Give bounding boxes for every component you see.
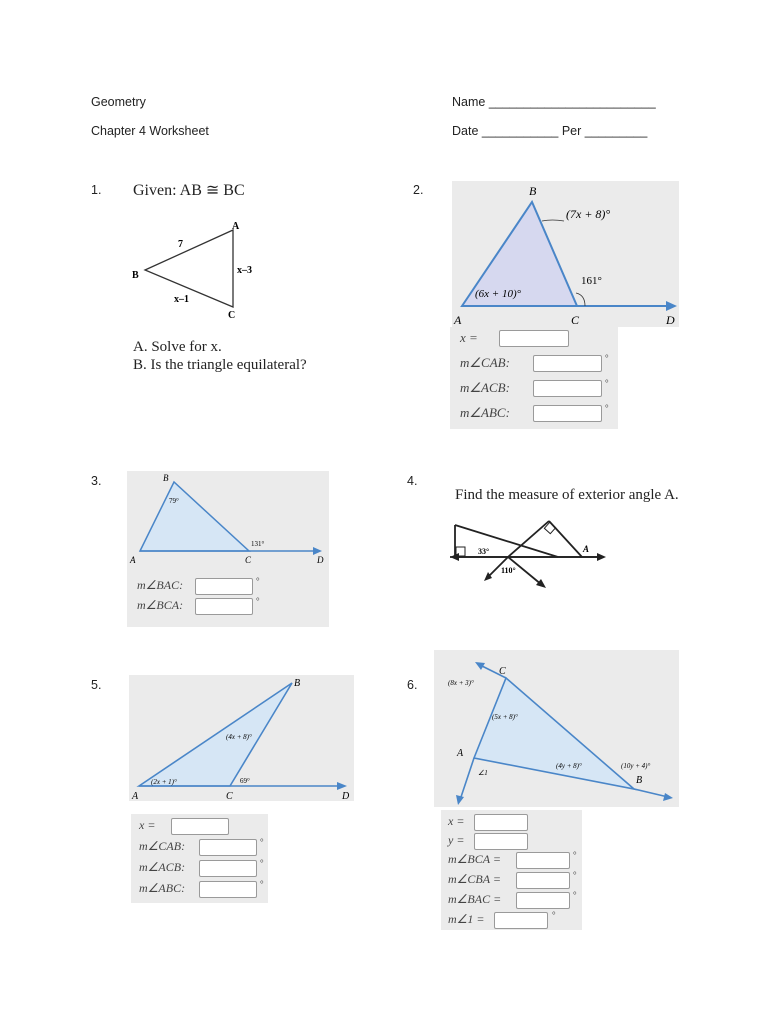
p6-bac-input[interactable]: [516, 892, 570, 909]
p6-cba-input[interactable]: [516, 872, 570, 889]
problem-6-number: 6.: [407, 678, 418, 692]
p5-answer-cab: [139, 839, 264, 858]
p2-abc-input[interactable]: [533, 405, 602, 422]
p3-answer-bca-label: m∠BCA:: [137, 598, 184, 612]
p5-answer-cab-label: m∠CAB:: [139, 839, 186, 853]
p6-answer-cba-label: m∠CBA =: [448, 872, 501, 886]
p5-vertex-a: A: [132, 791, 139, 802]
p5-vertex-b: B: [294, 678, 301, 689]
p1-vertex-c: C: [228, 310, 236, 321]
p3-vertex-c: C: [245, 555, 252, 565]
p2-answer-x-label: x =: [460, 330, 478, 345]
p6-cba-degree: °: [573, 870, 577, 880]
p6-answer-angle1: [448, 912, 578, 931]
p3-answer-bca: [137, 598, 317, 618]
p5-answer-abc-label: m∠ABC:: [139, 881, 186, 895]
p2-vertex-c: C: [571, 313, 580, 327]
p3-point-d: D: [317, 555, 324, 565]
p2-answer-x: [460, 330, 610, 350]
p2-cab-degree: °: [605, 353, 609, 363]
p6-answer-bac-label: m∠BAC =: [448, 892, 502, 906]
problem-1-part-b: B. Is the triangle equilateral?: [133, 357, 307, 373]
p3-bca-input[interactable]: [195, 598, 253, 615]
p2-vertex-b: B: [529, 184, 537, 198]
problem-1-given: Given: AB ≅ BC: [133, 182, 245, 199]
p5-answer-abc: [139, 881, 264, 900]
p3-bca-degree: °: [256, 596, 260, 606]
p6-ext-angle-b: (10y + 4)°: [621, 762, 651, 770]
p2-answer-abc: [460, 405, 610, 425]
p5-answer-acb-label: m∠ACB:: [139, 860, 186, 874]
p6-answer-bca-label: m∠BCA =: [448, 852, 501, 866]
p1-side-ab: 7: [178, 239, 183, 250]
p6-angle-1: ∠1: [478, 769, 488, 777]
p6-answer-y: [448, 833, 578, 852]
p3-vertex-a: A: [130, 555, 136, 565]
p5-abc-input[interactable]: [199, 881, 257, 898]
p6-vertex-c: C: [499, 666, 506, 677]
p5-answer-x: [139, 818, 264, 837]
problem-1-number: 1.: [91, 183, 102, 197]
p2-exterior-angle: 161°: [581, 275, 602, 287]
p2-vertex-a: A: [454, 313, 462, 327]
problem-1-triangle: [120, 215, 280, 325]
p3-bac-degree: °: [256, 576, 260, 586]
p5-answer-x-label: x =: [139, 818, 156, 832]
p2-answer-cab: [460, 355, 610, 375]
worksheet-title: Chapter 4 Worksheet: [91, 124, 209, 138]
problem-3-triangle: [127, 471, 329, 566]
p2-answer-acb: [460, 380, 610, 400]
p6-vertex-a: A: [457, 748, 464, 759]
p6-vertex-b: B: [636, 775, 643, 786]
p2-angle-b: (7x + 8)°: [566, 207, 611, 221]
p2-acb-degree: °: [605, 378, 609, 388]
p5-x-input[interactable]: [171, 818, 229, 835]
p2-answer-abc-label: m∠ABC:: [460, 405, 510, 420]
p5-abc-degree: °: [260, 879, 264, 889]
p6-answer-bca: [448, 852, 578, 871]
subject-title: Geometry: [91, 95, 146, 109]
p4-label-a: A: [583, 544, 590, 554]
p6-bac-degree: °: [573, 890, 577, 900]
p3-angle-b: 79°: [169, 497, 179, 505]
p1-side-ac: x–3: [237, 265, 252, 276]
problem-5-triangle: [129, 675, 354, 805]
problem-4-figure: [450, 515, 610, 595]
p5-cab-degree: °: [260, 837, 264, 847]
p6-answer-x: [448, 814, 578, 833]
p6-y-input[interactable]: [474, 833, 528, 850]
p2-answer-cab-label: m∠CAB:: [460, 355, 510, 370]
p6-answer-cba: [448, 872, 578, 891]
p5-angle-a: (2x + 1)°: [151, 778, 177, 786]
p6-angle-c: (5x + 8)°: [492, 713, 518, 721]
p1-side-bc: x–1: [174, 294, 189, 305]
p6-x-input[interactable]: [474, 814, 528, 831]
p2-point-d: D: [666, 313, 675, 327]
p5-point-d: D: [342, 791, 350, 802]
p6-angle1-degree: °: [552, 910, 556, 920]
problem-6-triangle: [434, 650, 679, 807]
p3-answer-bac-label: m∠BAC:: [137, 578, 184, 592]
problem-2-triangle: [452, 181, 679, 327]
p1-vertex-b: B: [132, 270, 139, 281]
problem-5-number: 5.: [91, 678, 102, 692]
p5-answer-acb: [139, 860, 264, 879]
problem-4-prompt: Find the measure of exterior angle A.: [455, 487, 679, 503]
problem-2-number: 2.: [413, 183, 424, 197]
p6-bca-degree: °: [573, 850, 577, 860]
p4-angle-33: 33°: [478, 547, 490, 556]
p6-bca-input[interactable]: [516, 852, 570, 869]
p2-abc-degree: °: [605, 403, 609, 413]
problem-3-number: 3.: [91, 474, 102, 488]
p5-angle-b: (4x + 8)°: [226, 733, 252, 741]
date-period-label: Date ___________ Per _________: [452, 124, 648, 138]
p3-answer-bac: [137, 578, 317, 598]
p5-exterior-angle: 69°: [240, 777, 250, 785]
p2-answer-acb-label: m∠ACB:: [460, 380, 510, 395]
p6-ext-angle-c: (8x + 3)°: [448, 679, 474, 687]
problem-1-part-a: A. Solve for x.: [133, 339, 222, 355]
p6-answer-y-label: y =: [448, 833, 465, 847]
p5-vertex-c: C: [226, 791, 233, 802]
name-field-label: Name ________________________: [452, 95, 656, 109]
p3-bac-input[interactable]: [195, 578, 253, 595]
p6-angle1-input[interactable]: [494, 912, 548, 929]
p6-answer-x-label: x =: [448, 814, 465, 828]
p2-x-input[interactable]: [499, 330, 569, 347]
problem-4-number: 4.: [407, 474, 418, 488]
p3-exterior-angle: 131°: [251, 540, 265, 548]
p6-angle-a: (4y + 8)°: [556, 762, 582, 770]
p6-answer-angle1-label: m∠1 =: [448, 912, 485, 926]
p3-vertex-b: B: [163, 473, 169, 483]
p4-angle-110: 110°: [501, 566, 516, 575]
p2-acb-input[interactable]: [533, 380, 602, 397]
p2-cab-input[interactable]: [533, 355, 602, 372]
p6-answer-bac: [448, 892, 578, 911]
p5-acb-degree: °: [260, 858, 264, 868]
p2-angle-a: (6x + 10)°: [475, 288, 522, 300]
p5-acb-input[interactable]: [199, 860, 257, 877]
p1-vertex-a: A: [232, 221, 240, 232]
p5-cab-input[interactable]: [199, 839, 257, 856]
